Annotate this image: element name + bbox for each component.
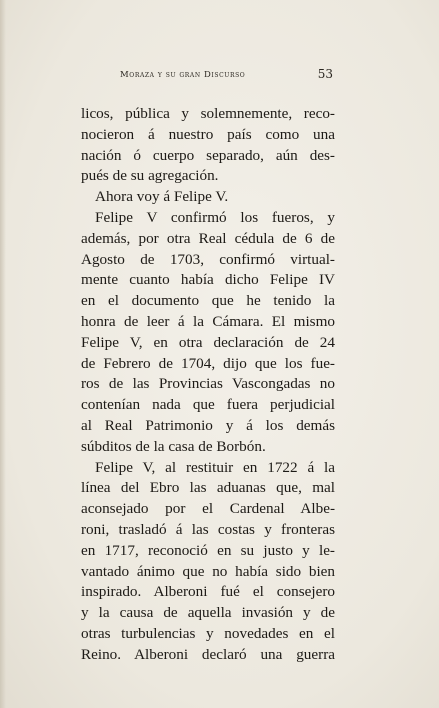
text-line: y la causa de aquella invasión y de	[81, 604, 335, 622]
text-line: de Febrero de 1704, dijo que los fue-	[81, 354, 335, 372]
text-line: roni, trasladó á las costas y fronteras	[81, 520, 335, 538]
text-line: además, por otra Real cédula de 6 de	[81, 229, 335, 247]
text-line: licos, pública y solemnemente, reco-	[81, 105, 335, 122]
text-line: aconsejado por el Cardenal Albe-	[81, 500, 335, 518]
text-line: ros de las Provincias Vascongadas no	[81, 375, 335, 393]
text-line: Agosto de 1703, confirmó virtual-	[81, 250, 335, 268]
page-number: 53	[317, 67, 333, 81]
text-line: al Real Patrimonio y á los demás	[81, 416, 335, 434]
text-line: honra de leer á la Cámara. El mismo	[81, 312, 335, 330]
text-line: nocieron á nuestro país como una	[81, 125, 335, 143]
text-line: inspirado. Alberoni fué el consejero	[81, 583, 335, 601]
text-line: otras turbulencias y novedades en el	[81, 624, 335, 642]
paragraph-1	[81, 104, 335, 187]
text-line: Felipe V confirmó los fueros, y	[95, 208, 335, 226]
text-line: nación ó cuerpo separado, aún des-	[81, 146, 335, 164]
running-head: Moraza y su gran Discurso	[120, 70, 246, 80]
text-line: Reino. Alberoni declaró una guerra	[81, 645, 335, 663]
text-line: Ahora voy á Felipe V.	[95, 188, 229, 206]
text-line: contenían nada que fuera perjudicial	[81, 396, 335, 414]
text-line: en 1717, reconoció en su justo y le-	[81, 541, 335, 559]
text-line: súbditos de la casa de Borbón.	[81, 437, 266, 455]
paragraph-4	[81, 458, 335, 666]
paragraph-2	[81, 187, 335, 208]
text-line: mente cuanto había dicho Felipe IV	[81, 271, 335, 289]
text-line: vantado ánimo que no había sido bien	[81, 562, 335, 580]
paragraph-3	[81, 208, 335, 458]
text-line: línea del Ebro las aduanas que, mal	[81, 479, 335, 497]
body-text	[81, 104, 335, 666]
text-line: en el documento que he tenido la	[81, 292, 335, 310]
text-line: Felipe V, en otra declaración de 24	[81, 333, 335, 351]
text-line: Felipe V, al restituir en 1722 á la	[95, 458, 335, 476]
text-line: pués de su agregación.	[81, 167, 219, 185]
